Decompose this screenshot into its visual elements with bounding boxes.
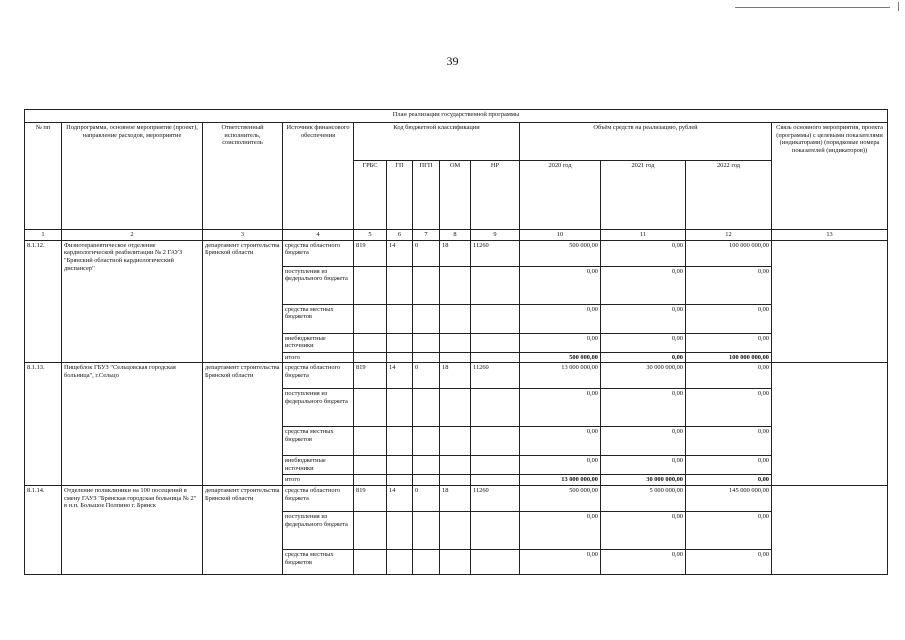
np-cell <box>471 456 520 475</box>
header-source: Источник финансового обеспечения <box>283 123 354 230</box>
pgp-cell <box>413 333 440 352</box>
pgp-cell <box>413 427 440 456</box>
header-gp: ГП <box>387 161 413 230</box>
om-cell <box>440 333 471 352</box>
om-cell <box>440 427 471 456</box>
item-number: 8.1.13. <box>25 363 62 486</box>
grbs-cell <box>354 333 387 352</box>
indicator-link-cell <box>772 363 888 486</box>
header-num: № пп <box>25 123 62 230</box>
table-title: План реализации государственной программы <box>25 110 888 123</box>
amount-2022-cell: 0,00 <box>686 456 772 475</box>
amount-2020-cell: 13 000 000,00 <box>520 363 601 389</box>
column-number: 8 <box>440 230 471 241</box>
gp-cell <box>387 512 413 550</box>
grbs-cell: 819 <box>354 363 387 389</box>
source-cell: средства областного бюджета <box>283 240 354 266</box>
gp-cell <box>387 550 413 575</box>
pgp-cell <box>413 266 440 304</box>
amount-2020-cell: 0,00 <box>520 550 601 575</box>
om-cell: 18 <box>440 486 471 512</box>
source-cell: итого <box>283 352 354 363</box>
column-number: 9 <box>471 230 520 241</box>
pgp-cell <box>413 352 440 363</box>
header-pgp: ПГП <box>413 161 440 230</box>
np-cell <box>471 475 520 486</box>
page-number: 39 <box>446 54 459 68</box>
source-cell: итого <box>283 475 354 486</box>
header-y2021: 2021 год <box>601 161 686 230</box>
om-cell <box>440 352 471 363</box>
header-om: ОМ <box>440 161 471 230</box>
gp-cell <box>387 427 413 456</box>
top-rule <box>735 7 890 8</box>
grbs-cell: 819 <box>354 486 387 512</box>
np-cell <box>471 512 520 550</box>
grbs-cell <box>354 266 387 304</box>
source-cell: средства местных бюджетов <box>283 304 354 333</box>
amount-2021-cell: 0,00 <box>601 333 686 352</box>
header-exec: Ответственный исполнитель, соисполнитель <box>203 123 283 230</box>
header-np: НР <box>471 161 520 230</box>
amount-2021-cell: 0,00 <box>601 240 686 266</box>
item-name: Отделение поликлиники на 100 посещений в смену ГАУЗ "Брянская городская больница № 2" в н.п. Большое Полпино г. Брянск <box>62 486 203 575</box>
column-number: 10 <box>520 230 601 241</box>
amount-2020-cell: 0,00 <box>520 389 601 427</box>
amount-2022-cell: 100 000 000,00 <box>686 240 772 266</box>
np-cell: 11260 <box>471 486 520 512</box>
source-cell: поступления из федерального бюджета <box>283 389 354 427</box>
item-name: Физиотерапевтическое отделение кардиологической реабилитации № 2 ГАУЗ "Брянский областной кардиологический диспансер" <box>62 240 203 363</box>
header-volume: Объём средств на реализацию, рублей <box>520 123 772 161</box>
grbs-cell <box>354 456 387 475</box>
top-tick <box>898 2 899 11</box>
gp-cell <box>387 475 413 486</box>
amount-2021-cell: 0,00 <box>601 550 686 575</box>
np-cell <box>471 427 520 456</box>
item-executor: департамент строительства Брянской области <box>203 486 283 575</box>
gp-cell <box>387 266 413 304</box>
np-cell: 11260 <box>471 240 520 266</box>
gp-cell: 14 <box>387 240 413 266</box>
amount-2022-cell: 145 000 000,00 <box>686 486 772 512</box>
gp-cell <box>387 389 413 427</box>
amount-2021-cell: 0,00 <box>601 352 686 363</box>
header-y2020: 2020 год <box>520 161 601 230</box>
item-number: 8.1.12. <box>25 240 62 363</box>
om-cell <box>440 550 471 575</box>
amount-2021-cell: 0,00 <box>601 389 686 427</box>
np-cell <box>471 389 520 427</box>
amount-2021-cell: 0,00 <box>601 304 686 333</box>
indicator-link-cell <box>772 240 888 363</box>
plan-table <box>24 109 888 575</box>
source-cell: средства местных бюджетов <box>283 427 354 456</box>
indicator-link-cell <box>772 486 888 575</box>
amount-2022-cell: 100 000 000,00 <box>686 352 772 363</box>
amount-2022-cell: 0,00 <box>686 389 772 427</box>
table-row <box>25 486 888 512</box>
amount-2020-cell: 13 000 000,00 <box>520 475 601 486</box>
gp-cell <box>387 304 413 333</box>
pgp-cell <box>413 389 440 427</box>
column-number: 7 <box>413 230 440 241</box>
amount-2020-cell: 500 000,00 <box>520 240 601 266</box>
amount-2021-cell: 0,00 <box>601 266 686 304</box>
source-cell: поступления из федерального бюджета <box>283 266 354 304</box>
item-number: 8.1.14. <box>25 486 62 575</box>
amount-2020-cell: 0,00 <box>520 427 601 456</box>
pgp-cell <box>413 304 440 333</box>
column-number: 11 <box>601 230 686 241</box>
column-number: 12 <box>686 230 772 241</box>
amount-2021-cell: 0,00 <box>601 512 686 550</box>
amount-2021-cell: 0,00 <box>601 427 686 456</box>
grbs-cell <box>354 512 387 550</box>
source-cell: средства областного бюджета <box>283 363 354 389</box>
amount-2022-cell: 0,00 <box>686 550 772 575</box>
om-cell <box>440 512 471 550</box>
om-cell <box>440 266 471 304</box>
column-number: 3 <box>203 230 283 241</box>
column-number: 1 <box>25 230 62 241</box>
om-cell <box>440 475 471 486</box>
pgp-cell <box>413 475 440 486</box>
amount-2020-cell: 0,00 <box>520 266 601 304</box>
np-cell: 11260 <box>471 363 520 389</box>
grbs-cell <box>354 427 387 456</box>
om-cell: 18 <box>440 363 471 389</box>
column-number-row <box>25 230 888 241</box>
grbs-cell <box>354 389 387 427</box>
source-cell: внебюджетные источники <box>283 333 354 352</box>
source-cell: внебюджетные источники <box>283 456 354 475</box>
amount-2020-cell: 0,00 <box>520 512 601 550</box>
column-number: 6 <box>387 230 413 241</box>
pgp-cell: 0 <box>413 240 440 266</box>
gp-cell <box>387 456 413 475</box>
header-budget-code: Код бюджетной классификации <box>354 123 520 161</box>
amount-2020-cell: 0,00 <box>520 333 601 352</box>
om-cell <box>440 304 471 333</box>
amount-2021-cell: 5 000 000,00 <box>601 486 686 512</box>
grbs-cell <box>354 550 387 575</box>
np-cell <box>471 304 520 333</box>
source-cell: поступления из федерального бюджета <box>283 512 354 550</box>
amount-2022-cell: 0,00 <box>686 333 772 352</box>
amount-2022-cell: 0,00 <box>686 475 772 486</box>
gp-cell: 14 <box>387 363 413 389</box>
header-y2022: 2022 год <box>686 161 772 230</box>
pgp-cell: 0 <box>413 363 440 389</box>
amount-2020-cell: 500 000,00 <box>520 486 601 512</box>
amount-2020-cell: 0,00 <box>520 304 601 333</box>
np-cell <box>471 266 520 304</box>
amount-2020-cell: 0,00 <box>520 456 601 475</box>
om-cell <box>440 389 471 427</box>
grbs-cell: 819 <box>354 240 387 266</box>
amount-2021-cell: 30 000 000,00 <box>601 363 686 389</box>
pgp-cell <box>413 512 440 550</box>
column-number: 13 <box>772 230 888 241</box>
np-cell <box>471 333 520 352</box>
column-number: 5 <box>354 230 387 241</box>
amount-2022-cell: 0,00 <box>686 266 772 304</box>
np-cell <box>471 550 520 575</box>
item-executor: департамент строительства Брянской области <box>203 240 283 363</box>
amount-2021-cell: 30 000 000,00 <box>601 475 686 486</box>
item-executor: департамент строительства Брянской области <box>203 363 283 486</box>
grbs-cell <box>354 475 387 486</box>
source-cell: средства областного бюджета <box>283 486 354 512</box>
amount-2022-cell: 0,00 <box>686 304 772 333</box>
item-name: Пищеблок ГБУЗ "Сельцовская городская больница", г.Сельцо <box>62 363 203 486</box>
np-cell <box>471 352 520 363</box>
grbs-cell <box>354 352 387 363</box>
pgp-cell <box>413 550 440 575</box>
amount-2021-cell: 0,00 <box>601 456 686 475</box>
gp-cell <box>387 333 413 352</box>
column-number: 2 <box>62 230 203 241</box>
column-number: 4 <box>283 230 354 241</box>
om-cell: 18 <box>440 240 471 266</box>
gp-cell <box>387 352 413 363</box>
header-grbs: ГРБС <box>354 161 387 230</box>
amount-2022-cell: 0,00 <box>686 512 772 550</box>
amount-2022-cell: 0,00 <box>686 363 772 389</box>
source-cell: средства местных бюджетов <box>283 550 354 575</box>
pgp-cell: 0 <box>413 486 440 512</box>
gp-cell: 14 <box>387 486 413 512</box>
amount-2020-cell: 500 000,00 <box>520 352 601 363</box>
grbs-cell <box>354 304 387 333</box>
amount-2022-cell: 0,00 <box>686 427 772 456</box>
header-name: Подпрограмма, основное мероприятие (проект), направление расходов, мероприятие <box>62 123 203 230</box>
table-row <box>25 240 888 266</box>
header-link: Связь основного мероприятия, проекта (программы) с целевыми показателями (индикаторами) (порядковые номера показателей (индикаторов)) <box>772 123 888 230</box>
pgp-cell <box>413 456 440 475</box>
om-cell <box>440 456 471 475</box>
table-row <box>25 363 888 389</box>
